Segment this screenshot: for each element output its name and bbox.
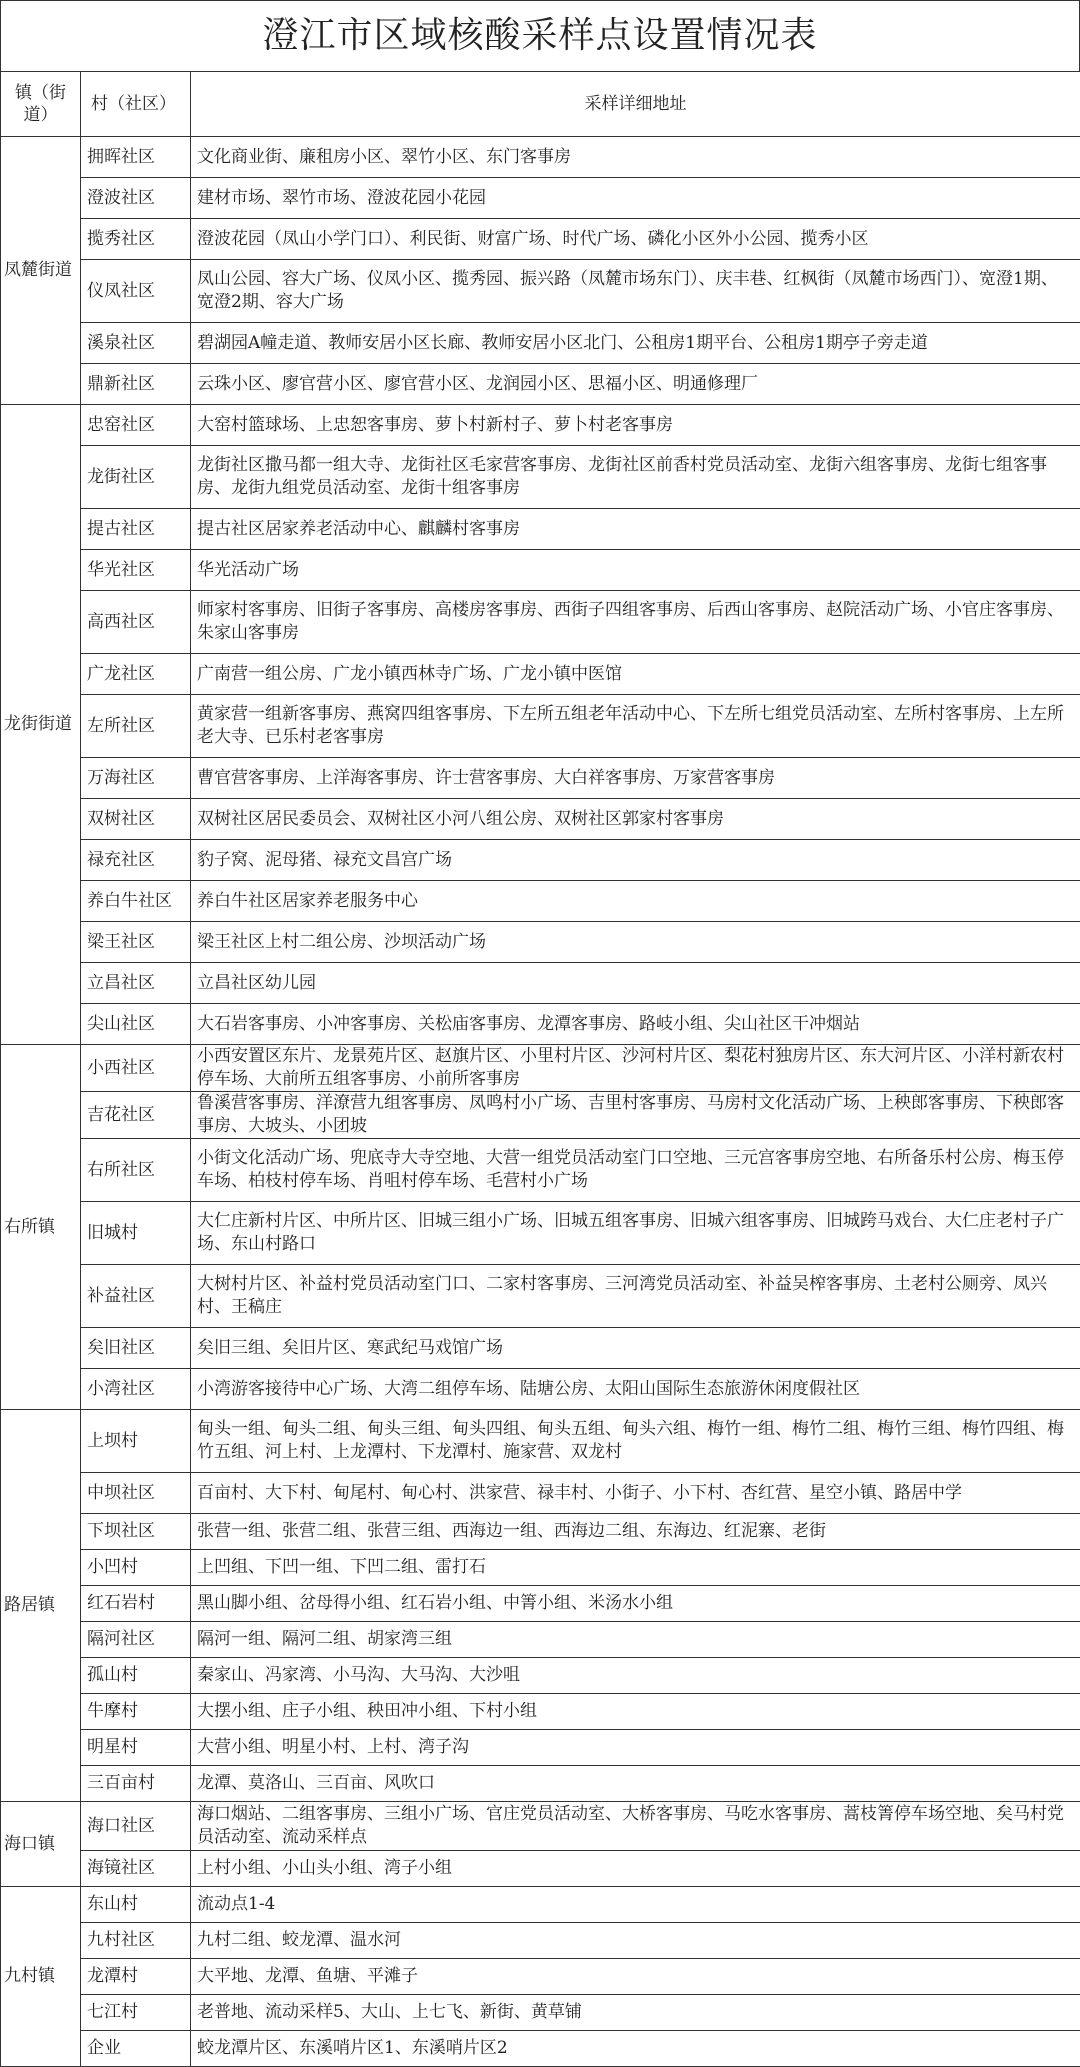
village-cell: 牛摩村 <box>81 1694 191 1730</box>
village-cell: 澄波社区 <box>81 178 191 219</box>
village-cell: 禄充社区 <box>81 840 191 881</box>
village-cell: 七江村 <box>81 1995 191 2031</box>
address-cell: 梁王社区上村二组公房、沙坝活动广场 <box>191 922 1080 963</box>
village-cell: 揽秀社区 <box>81 219 191 260</box>
address-cell: 师家村客事房、旧街子客事房、高楼房客事房、西街子四组客事房、后西山客事房、赵院活动广场、小官庄客事房、朱家山客事房 <box>191 591 1080 654</box>
table-row <box>1 1802 1080 1851</box>
village-cell: 忠窑社区 <box>81 405 191 446</box>
address-cell: 蛟龙潭片区、东溪哨片区1、东溪哨片区2 <box>191 2031 1080 2067</box>
village-cell: 万海社区 <box>81 758 191 799</box>
sampling-sites-table <box>0 71 1080 2067</box>
table-row <box>1 1766 1080 1802</box>
header-address: 采样详细地址 <box>191 72 1080 137</box>
table-row <box>1 1410 1080 1473</box>
table-row <box>1 446 1080 509</box>
village-cell: 红石岩村 <box>81 1586 191 1622</box>
table-row <box>1 1887 1080 1923</box>
table-row <box>1 405 1080 446</box>
table-row <box>1 840 1080 881</box>
table-row <box>1 1622 1080 1658</box>
table-row <box>1 1139 1080 1202</box>
town-cell: 凤麓街道 <box>1 137 81 405</box>
address-cell: 九村二组、蛟龙潭、温水河 <box>191 1923 1080 1959</box>
village-cell: 小湾社区 <box>81 1369 191 1410</box>
village-cell: 下坝社区 <box>81 1514 191 1550</box>
table-row <box>1 1959 1080 1995</box>
address-cell: 大营小组、明星小村、上村、湾子沟 <box>191 1730 1080 1766</box>
header-row <box>1 72 1080 137</box>
table-row <box>1 323 1080 364</box>
address-cell: 大仁庄新村片区、中所片区、旧城三组小广场、旧城五组客事房、旧城六组客事房、旧城跨马戏台、大仁庄老村子广场、东山村路口 <box>191 1202 1080 1265</box>
table-row <box>1 550 1080 591</box>
village-cell: 提古社区 <box>81 509 191 550</box>
village-cell: 矣旧社区 <box>81 1328 191 1369</box>
village-cell: 广龙社区 <box>81 654 191 695</box>
village-cell: 高西社区 <box>81 591 191 654</box>
address-cell: 建材市场、翠竹市场、澄波花园小花园 <box>191 178 1080 219</box>
village-cell: 小凹村 <box>81 1550 191 1586</box>
village-cell: 梁王社区 <box>81 922 191 963</box>
address-cell: 大摆小组、庄子小组、秧田冲小组、下村小组 <box>191 1694 1080 1730</box>
address-cell: 上凹组、下凹一组、下凹二组、雷打石 <box>191 1550 1080 1586</box>
address-cell: 大窑村篮球场、上忠恕客事房、萝卜村新村子、萝卜村老客事房 <box>191 405 1080 446</box>
village-cell: 溪泉社区 <box>81 323 191 364</box>
village-cell: 旧城村 <box>81 1202 191 1265</box>
village-cell: 东山村 <box>81 1887 191 1923</box>
village-cell: 右所社区 <box>81 1139 191 1202</box>
table-row <box>1 1265 1080 1328</box>
header-town: 镇（街道） <box>1 72 81 137</box>
address-cell: 流动点1-4 <box>191 1887 1080 1923</box>
table-row <box>1 1586 1080 1622</box>
village-cell: 小西社区 <box>81 1045 191 1092</box>
address-cell: 龙街社区撒马都一组大寺、龙街社区毛家营客事房、龙街社区前香村党员活动室、龙街六组客事房、龙街七组客事房、龙街九组党员活动室、龙街十组客事房 <box>191 446 1080 509</box>
table-body <box>1 137 1080 2067</box>
address-cell: 老普地、流动采样5、大山、上七飞、新街、黄草铺 <box>191 1995 1080 2031</box>
village-cell: 补益社区 <box>81 1265 191 1328</box>
town-cell: 九村镇 <box>1 1887 81 2067</box>
address-cell: 小街文化活动广场、兜底寺大寺空地、大营一组党员活动室门口空地、三元宫客事房空地、右所备乐村公房、梅玉停车场、柏枝村停车场、肖咀村停车场、毛营村小广场 <box>191 1139 1080 1202</box>
table-row <box>1 1995 1080 2031</box>
address-cell: 龙潭、莫洛山、三百亩、风吹口 <box>191 1766 1080 1802</box>
address-cell: 文化商业街、廉租房小区、翠竹小区、东门客事房 <box>191 137 1080 178</box>
town-cell: 右所镇 <box>1 1045 81 1410</box>
village-cell: 养白牛社区 <box>81 881 191 922</box>
address-cell: 凤山公园、容大广场、仪凤小区、揽秀园、振兴路（凤麓市场东门）、庆丰巷、红枫街（凤麓市场西门）、宽澄1期、宽澄2期、容大广场 <box>191 260 1080 323</box>
village-cell: 双树社区 <box>81 799 191 840</box>
address-cell: 碧湖园A幢走道、教师安居小区长廊、教师安居小区北门、公租房1期平台、公租房1期亭子旁走道 <box>191 323 1080 364</box>
village-cell: 拥晖社区 <box>81 137 191 178</box>
address-cell: 矣旧三组、矣旧片区、寒武纪马戏馆广场 <box>191 1328 1080 1369</box>
table-row <box>1 1550 1080 1586</box>
address-cell: 大平地、龙潭、鱼塘、平滩子 <box>191 1959 1080 1995</box>
table-row <box>1 1092 1080 1139</box>
village-cell: 上坝村 <box>81 1410 191 1473</box>
table-row <box>1 799 1080 840</box>
address-cell: 提古社区居家养老活动中心、麒麟村客事房 <box>191 509 1080 550</box>
table-row <box>1 137 1080 178</box>
village-cell: 隔河社区 <box>81 1622 191 1658</box>
table-row <box>1 1514 1080 1550</box>
address-cell: 大树村片区、补益村党员活动室门口、二家村客事房、三河湾党员活动室、补益吴榨客事房、土老村公厕旁、凤兴村、王稿庄 <box>191 1265 1080 1328</box>
table-row <box>1 364 1080 405</box>
village-cell: 海口社区 <box>81 1802 191 1851</box>
village-cell: 华光社区 <box>81 550 191 591</box>
table-row <box>1 219 1080 260</box>
address-cell: 云珠小区、廖官营小区、廖官营小区、龙润园小区、思福小区、明通修理厂 <box>191 364 1080 405</box>
table-row <box>1 1851 1080 1887</box>
table-row <box>1 1045 1080 1092</box>
table-row <box>1 260 1080 323</box>
table-row <box>1 178 1080 219</box>
table-row <box>1 1202 1080 1265</box>
town-cell: 路居镇 <box>1 1410 81 1802</box>
village-cell: 明星村 <box>81 1730 191 1766</box>
address-cell: 黑山脚小组、岔母得小组、红石岩小组、中箐小组、米汤水小组 <box>191 1586 1080 1622</box>
table-row <box>1 509 1080 550</box>
village-cell: 吉花社区 <box>81 1092 191 1139</box>
village-cell: 海镜社区 <box>81 1851 191 1887</box>
table-row <box>1 963 1080 1004</box>
page-title: 澄江市区域核酸采样点设置情况表 <box>0 0 1080 71</box>
table-row <box>1 1730 1080 1766</box>
address-cell: 小西安置区东片、龙景苑片区、赵旗片区、小里村片区、沙河村片区、梨花村独房片区、东大河片区、小洋村新农村停车场、大前所五组客事房、小前所客事房 <box>191 1045 1080 1092</box>
village-cell: 立昌社区 <box>81 963 191 1004</box>
address-cell: 鲁溪营客事房、洋潦营九组客事房、凤鸣村小广场、吉里村客事房、马房村文化活动广场、上秧郎客事房、下秧郎客事房、大坡头、小团坡 <box>191 1092 1080 1139</box>
address-cell: 张营一组、张营二组、张营三组、西海边一组、西海边二组、东海边、红泥寨、老街 <box>191 1514 1080 1550</box>
address-cell: 大石岩客事房、小冲客事房、关松庙客事房、龙潭客事房、路岐小组、尖山社区干冲烟站 <box>191 1004 1080 1045</box>
town-cell: 海口镇 <box>1 1802 81 1887</box>
village-cell: 企业 <box>81 2031 191 2067</box>
table-row <box>1 922 1080 963</box>
village-cell: 仪凤社区 <box>81 260 191 323</box>
village-cell: 三百亩村 <box>81 1766 191 1802</box>
address-cell: 甸头一组、甸头二组、甸头三组、甸头四组、甸头五组、甸头六组、梅竹一组、梅竹二组、梅竹三组、梅竹四组、梅竹五组、河上村、上龙潭村、下龙潭村、施家营、双龙村 <box>191 1410 1080 1473</box>
address-cell: 养白牛社区居家养老服务中心 <box>191 881 1080 922</box>
town-cell: 龙街街道 <box>1 405 81 1045</box>
table-row <box>1 591 1080 654</box>
village-cell: 龙街社区 <box>81 446 191 509</box>
address-cell: 立昌社区幼儿园 <box>191 963 1080 1004</box>
address-cell: 隔河一组、隔河二组、胡家湾三组 <box>191 1622 1080 1658</box>
address-cell: 澄波花园（凤山小学门口）、利民街、财富广场、时代广场、磷化小区外小公园、揽秀小区 <box>191 219 1080 260</box>
address-cell: 海口烟站、二组客事房、三组小广场、官庄党员活动室、大桥客事房、马吃水客事房、蒿枝箐停车场空地、矣马村党员活动室、流动采样点 <box>191 1802 1080 1851</box>
village-cell: 孤山村 <box>81 1658 191 1694</box>
village-cell: 龙潭村 <box>81 1959 191 1995</box>
village-cell: 九村社区 <box>81 1923 191 1959</box>
address-cell: 小湾游客接待中心广场、大湾二组停车场、陆塘公房、太阳山国际生态旅游休闲度假社区 <box>191 1369 1080 1410</box>
table-row <box>1 1694 1080 1730</box>
table-row <box>1 1369 1080 1410</box>
table-row <box>1 2031 1080 2067</box>
address-cell: 秦家山、冯家湾、小马沟、大马沟、大沙咀 <box>191 1658 1080 1694</box>
table-row <box>1 1473 1080 1514</box>
table-row <box>1 1328 1080 1369</box>
village-cell: 鼎新社区 <box>81 364 191 405</box>
table-row <box>1 1923 1080 1959</box>
table-row <box>1 654 1080 695</box>
address-cell: 曹官营客事房、上洋海客事房、许士营客事房、大白祥客事房、万家营客事房 <box>191 758 1080 799</box>
address-cell: 黄家营一组新客事房、燕窝四组客事房、下左所五组老年活动中心、下左所七组党员活动室、左所村客事房、上左所老大寺、已乐村老客事房 <box>191 695 1080 758</box>
address-cell: 双树社区居民委员会、双树社区小河八组公房、双树社区郭家村客事房 <box>191 799 1080 840</box>
village-cell: 尖山社区 <box>81 1004 191 1045</box>
address-cell: 广南营一组公房、广龙小镇西林寺广场、广龙小镇中医馆 <box>191 654 1080 695</box>
village-cell: 左所社区 <box>81 695 191 758</box>
table-row <box>1 881 1080 922</box>
header-village: 村（社区） <box>81 72 191 137</box>
address-cell: 华光活动广场 <box>191 550 1080 591</box>
address-cell: 百亩村、大下村、甸尾村、甸心村、洪家营、禄丰村、小街子、小下村、杏红营、星空小镇、路居中学 <box>191 1473 1080 1514</box>
village-cell: 中坝社区 <box>81 1473 191 1514</box>
table-row <box>1 1658 1080 1694</box>
address-cell: 豹子窝、泥母猪、禄充文昌宫广场 <box>191 840 1080 881</box>
table-row <box>1 695 1080 758</box>
table-row <box>1 1004 1080 1045</box>
address-cell: 上村小组、小山头小组、湾子小组 <box>191 1851 1080 1887</box>
table-row <box>1 758 1080 799</box>
